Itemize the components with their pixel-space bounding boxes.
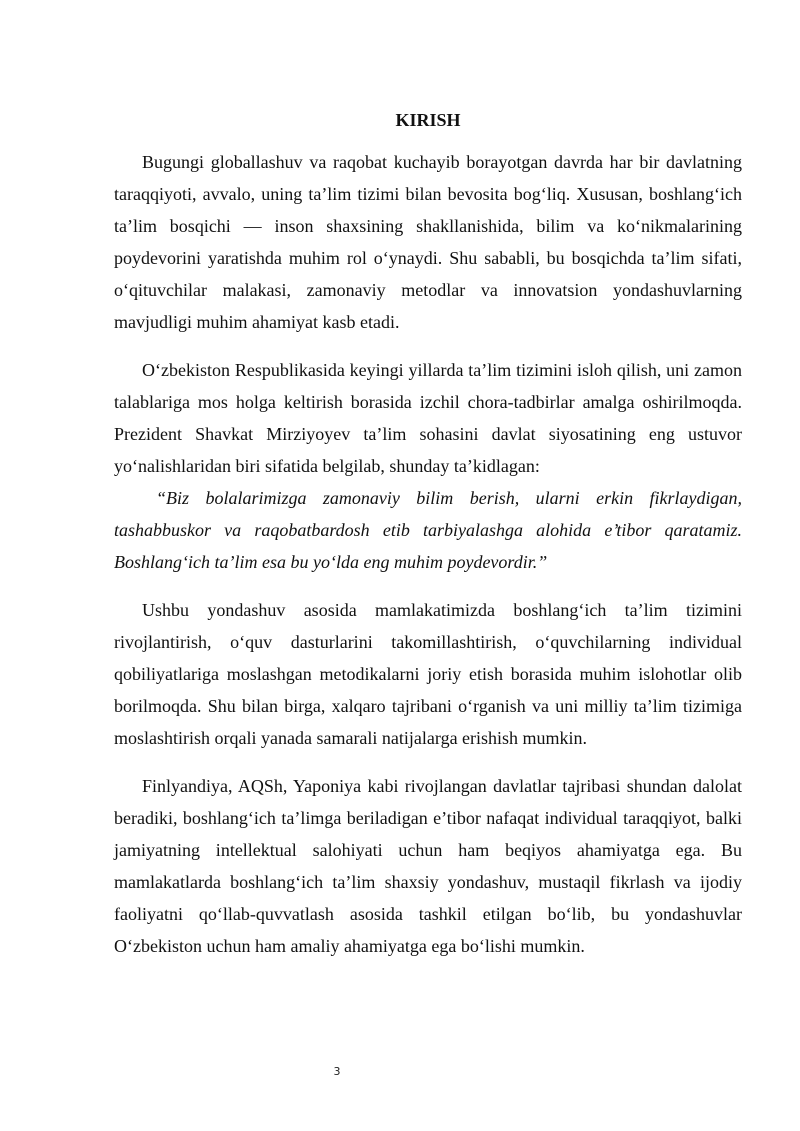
page-content bbox=[114, 100, 742, 978]
page-title: KIRISH bbox=[395, 110, 461, 130]
paragraph-2: O‘zbekiston Respublikasida keyingi yillarda ta’lim tizimini isloh qilish, uni zamon talablariga mos holga keltirish borasida izchil chora-tadbirlar amalga oshirilmoqda. Prezident Shavkat Mirziyoyev ta’lim sohasini davlat siyosatining eng ustuvor yo‘nalishlaridan biri sifatida belgilab, shunday ta’kidlagan: bbox=[114, 360, 742, 476]
page-number: 3 bbox=[333, 1065, 341, 1078]
paragraph-1: Bugungi globallashuv va raqobat kuchayib borayotgan davrda har bir davlatning taraqqiyoti, avvalo, uning ta’lim tizimi bilan bevosita bog‘liq. Xususan, boshlang‘ich ta’lim bosqichi — inson shaxsining shakllanishida, bilim va ko‘nikmalarining poydevorini yaratishda muhim rol o‘ynaydi. Shu sababli, bu bosqichda ta’lim sifati, o‘qituvchilar malakasi, zamonaviy metodlar va innovatsion yondashuvlarning mavjudligi muhim ahamiyat kasb etadi. bbox=[114, 152, 742, 332]
president-quote: “Biz bolalarimizga zamonaviy bilim berish, ularni erkin fikrlaydigan, tashabbuskor va raqobatbardosh etib tarbiyalashga alohida e’tibor qaratamiz. Boshlang‘ich ta’lim esa bu yo‘lda eng muhim poydevordir.” bbox=[114, 488, 742, 572]
paragraph-4: Finlyandiya, AQSh, Yaponiya kabi rivojlangan davlatlar tajribasi shundan dalolat beradiki, boshlang‘ich ta’limga beriladigan e’tibor nafaqat individual taraqqiyot, balki jamiyatning intellektual salohiyati uchun ham beqiyos ahamiyatga ega. Bu mamlakatlarda boshlang‘ich ta’lim shaxsiy yondashuv, mustaqil fikrlash va ijodiy faoliyatni qo‘llab-quvvatlash asosida tashkil etilgan bo‘lib, bu yondashuvlar O‘zbekiston uchun ham amaliy ahamiyatga ega bo‘lishi mumkin. bbox=[114, 776, 742, 956]
paragraph-3: Ushbu yondashuv asosida mamlakatimizda boshlang‘ich ta’lim tizimini rivojlantirish, o‘quv dasturlarini takomillashtirish, o‘quvchilarning individual qobiliyatlariga moslashgan metodikalarni joriy etish borasida muhim islohotlar olib borilmoqda. Shu bilan birga, xalqaro tajribani o‘rganish va uni milliy ta’lim tizimiga moslashtirish orqali yanada samarali natijalarga erishish mumkin. bbox=[114, 600, 742, 748]
